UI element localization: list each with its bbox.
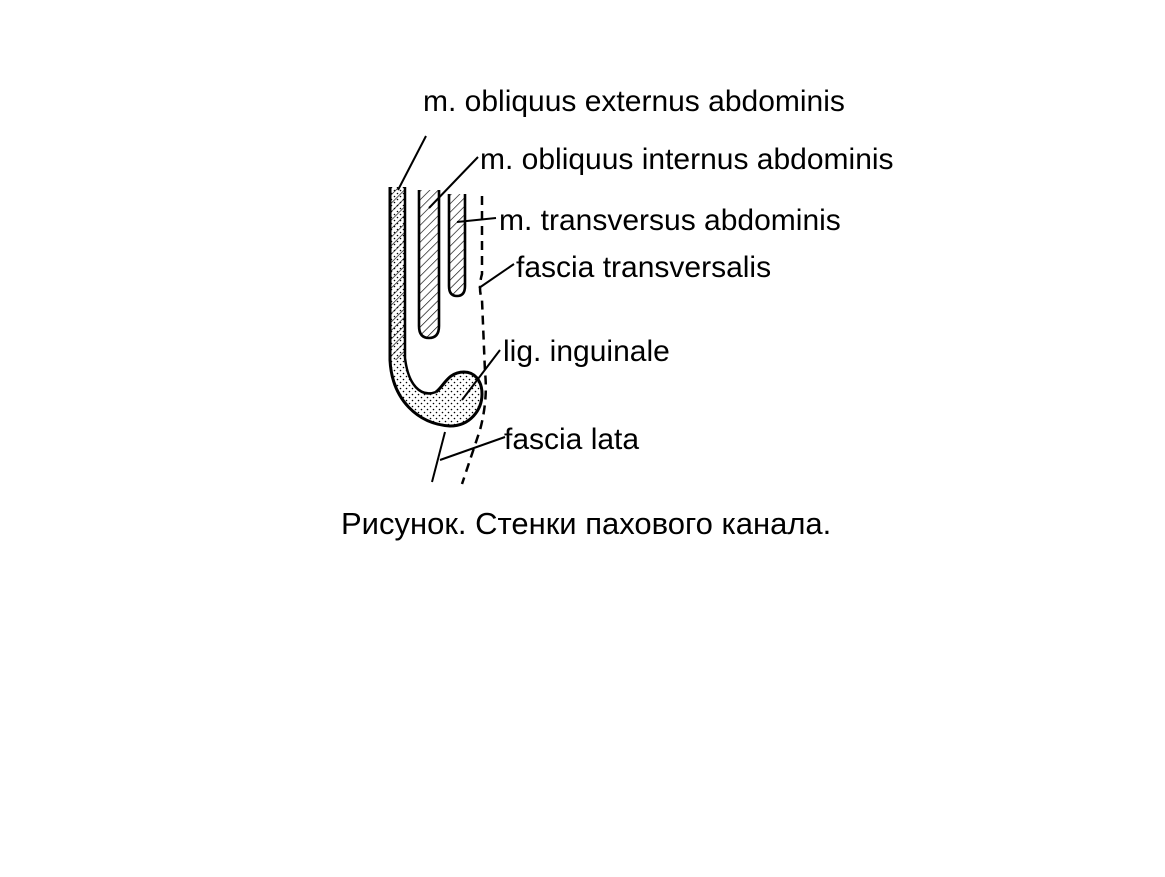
internal-oblique-layer [419, 190, 439, 338]
label-fascia-lata: fascia lata [504, 423, 640, 456]
label-obliquus-internus: m. obliquus internus abdominis [480, 143, 894, 176]
leader-obliquus-externus [398, 136, 426, 190]
fascia-lata-lines [432, 432, 445, 482]
label-obliquus-externus: m. obliquus externus abdominis [423, 85, 845, 118]
label-transversus: m. transversus abdominis [499, 204, 841, 237]
leader-fascia-transversalis [479, 264, 514, 288]
label-lig-inguinale: lig. inguinale [503, 335, 670, 368]
transversus-layer [449, 194, 465, 296]
figure-caption: Рисунок. Стенки пахового канала. [341, 506, 832, 541]
leader-fascia-lata [440, 437, 505, 460]
label-fascia-transversalis: fascia transversalis [516, 251, 772, 284]
